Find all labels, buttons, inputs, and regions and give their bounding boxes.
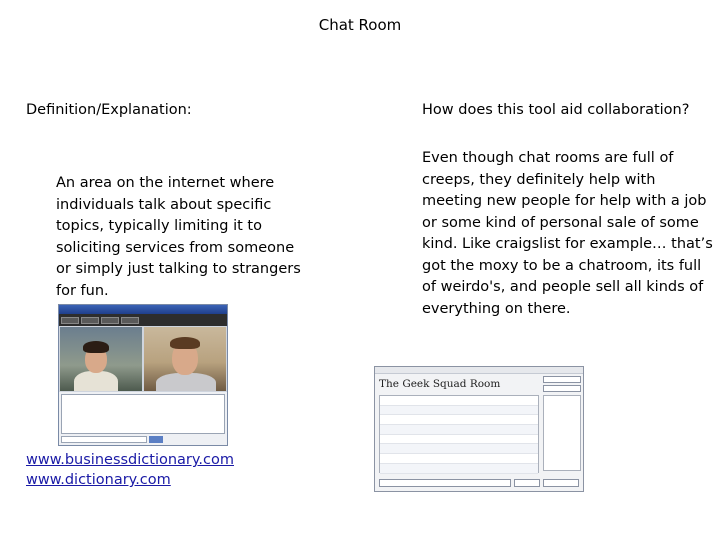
screenshot-toolbar [59,314,227,326]
reference-links [26,450,234,490]
definition-text: An area on the internet where individuals talk about specific topics, typically limiting it to soliciting services from someone or simply just talking to strangers for fun. [56,175,301,299]
screenshot-chat-log [379,395,539,473]
webcam-video-left [60,327,142,391]
screenshot-video-panels [59,326,227,392]
collaboration-text: Even though chat rooms are full of creeps, they definitely help with meeting new people for help with a job or some kind of personal sale of some kind. Like craigslist for example… that’s got the moxy to be a chatroom, its full of weirdo's, and people sell all kinds of everything on there. [422,150,713,317]
screenshot-input-row [379,479,579,487]
screenshot-input-row [61,436,225,443]
geek-squad-logo-text: The Geek Squad Room [379,378,501,390]
screenshot-user-list [543,395,581,471]
geek-squad-logo [379,378,500,390]
screenshot-titlebar [59,305,227,314]
screenshot-chat-area [61,394,225,434]
webcam-video-right [144,327,226,391]
definition-heading: Definition/Explanation: [26,102,192,118]
link-dictionary[interactable]: www.dictionary.com [26,472,171,488]
screenshot-side-button-2 [543,385,581,392]
chat-room-screenshot [374,366,584,492]
collaboration-heading: How does this tool aid collaboration? [422,102,690,118]
webcam-chat-screenshot [58,304,228,446]
screenshot-side-button-1 [543,376,581,383]
screenshot-topbar [375,367,583,374]
link-businessdictionary[interactable]: www.businessdictionary.com [26,452,234,468]
page-title: Chat Room [318,16,402,34]
